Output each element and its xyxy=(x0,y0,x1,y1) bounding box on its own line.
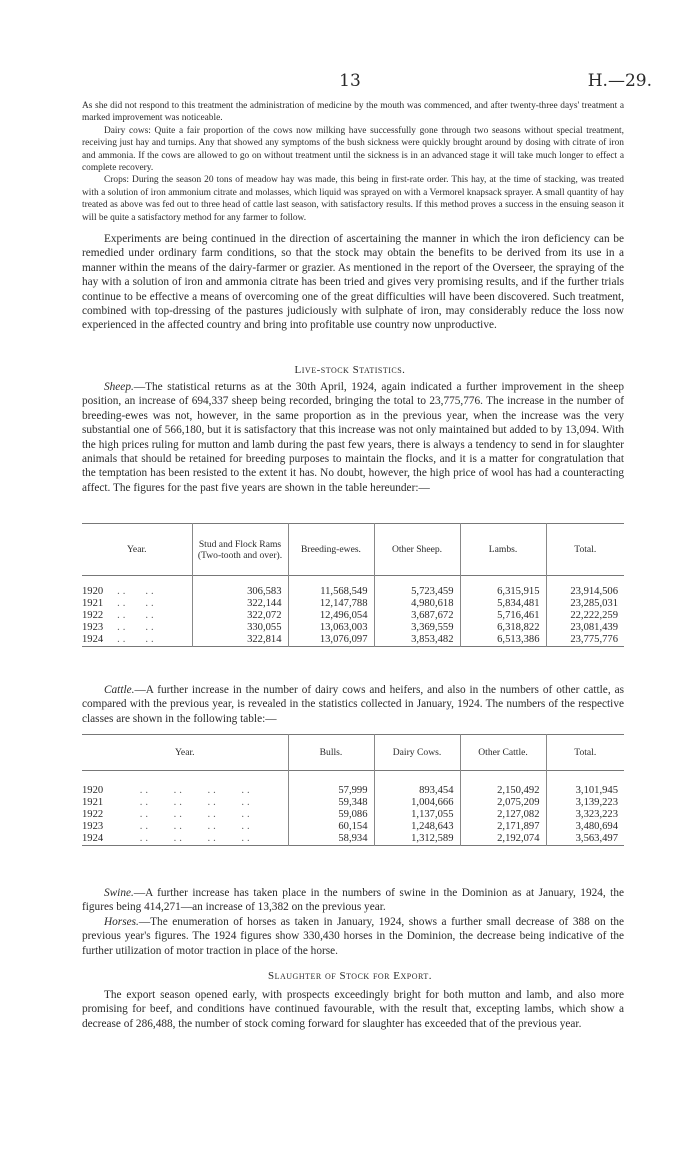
horses-text: —The enumeration of horses as taken in January, 1924, shows a further small decrease of 388 on the previous year's figures. The 1924 figures show 330,430 horses in the Dominion, the decrease being indicative of the further utilization of motor traction in place of the horse. xyxy=(82,915,624,957)
cattle-year: 1922 xyxy=(82,808,104,820)
cattle-total: 3,101,945 xyxy=(546,785,624,797)
swine-label: Swine. xyxy=(104,887,134,899)
cattle-table xyxy=(82,734,624,846)
swine-horses-section xyxy=(82,886,624,958)
sheep-paragraph xyxy=(82,380,624,495)
cattle-other: 2,075,209 xyxy=(460,797,546,809)
sheep-year: 1920 xyxy=(82,585,104,597)
intro-notes xyxy=(82,100,624,224)
cattle-section xyxy=(82,683,624,726)
table-row: 1924 .. .. 322,814 13,076,097 3,853,482 6,513,386 23,775,776 xyxy=(82,634,624,647)
horses-paragraph xyxy=(82,915,624,958)
sheep-lambs: 6,513,386 xyxy=(460,634,546,647)
sheep-rams: 306,583 xyxy=(192,586,288,598)
cattle-year: 1924 xyxy=(82,832,104,844)
cattle-total: 3,139,223 xyxy=(546,797,624,809)
sheep-other: 3,369,559 xyxy=(374,622,460,634)
sheep-table xyxy=(82,523,624,647)
horses-label: Horses. xyxy=(104,915,139,928)
sheep-ewes: 13,063,003 xyxy=(288,622,374,634)
slaughter-heading: Slaughter of Stock for Export. xyxy=(268,970,432,982)
sheep-year: 1923 xyxy=(82,621,104,633)
sheep-other: 5,723,459 xyxy=(374,586,460,598)
cattle-bulls: 59,086 xyxy=(288,809,374,821)
sheep-year: 1924 xyxy=(82,633,104,645)
sheep-ewes: 12,147,788 xyxy=(288,598,374,610)
table-row: 1922 .. .. 322,072 12,496,054 3,687,672 5,716,461 22,222,259 xyxy=(82,610,624,622)
sheep-total: 23,081,439 xyxy=(546,622,624,634)
sheep-total: 22,222,259 xyxy=(546,610,624,622)
intro-note-1: As she did not respond to this treatment the administration of medicine by the mouth was commenced, and after twenty-three days' treatment a marked improvement was noticeable. xyxy=(82,101,624,124)
cattle-dairy: 1,137,055 xyxy=(374,809,460,821)
sheep-year: 1922 xyxy=(82,609,104,621)
table-row: 1923 .. .. 330,055 13,063,003 3,369,559 6,318,822 23,081,439 xyxy=(82,622,624,634)
swine-text: —A further increase has taken place in the numbers of swine in the Dominion as at January, 1924, the figures being 414,271—an increase of 13,382 on the previous year. xyxy=(82,887,624,914)
sheep-header-other: Other Sheep. xyxy=(374,524,460,576)
sheep-lambs: 5,834,481 xyxy=(460,598,546,610)
cattle-bulls: 57,999 xyxy=(288,785,374,797)
cattle-total: 3,480,694 xyxy=(546,821,624,833)
table-row: 1920 .. .. .. .. 57,999 893,454 2,150,492 3,101,945 xyxy=(82,785,624,797)
cattle-dairy: 1,248,643 xyxy=(374,821,460,833)
cattle-year: 1923 xyxy=(82,820,104,832)
cattle-header-year: Year. xyxy=(174,747,195,758)
cattle-table-header-row xyxy=(82,735,624,771)
experiments-section xyxy=(82,232,624,333)
sheep-lambs: 6,315,915 xyxy=(460,586,546,598)
cattle-total: 3,323,223 xyxy=(546,809,624,821)
sheep-total: 23,914,506 xyxy=(546,586,624,598)
document-reference: H.—29. xyxy=(587,71,652,91)
sheep-other: 3,687,672 xyxy=(374,610,460,622)
intro-note-dairy: Dairy cows: Quite a fair proportion of the cows now milking have successfully gone through two seasons without special treatment, receiving just hay and turnips. Any that showed any symptoms of the bush sickness were quickly brought around by dosing with citrate of iron and ammonia. If the cows are allowed to go on without treatment until the sickness is in an advanced stage it will take much longer to effect a complete recovery. xyxy=(82,125,624,174)
sheep-header-lambs: Lambs. xyxy=(460,524,546,576)
cattle-header-dairy: Dairy Cows. xyxy=(374,735,460,771)
table-row: 1920 .. .. 306,583 11,568,549 5,723,459 6,315,915 23,914,506 xyxy=(82,586,624,598)
experiments-paragraph: Experiments are being continued in the direction of ascertaining the manner in which the iron deficiency can be remedied under ordinary farm conditions, so that the stock may obtain the benefits to be derived from its use in a manner within the means of the dairy-farmer or grazier. As mentioned in the report of the Overseer, the spraying of the hay with a solution of iron and ammonia citrate has been tried and gives very promising results, and if the further trials continue to be effective a means of overcoming one of the great difficulties will have been discovered. Such treatment, combined with top-dressing of the pastures judiciously with sulphate of iron, may considerably reduce the loss now experienced in the affected country and bring into profitable use country now unproductive. xyxy=(82,233,624,332)
sheep-total: 23,285,031 xyxy=(546,598,624,610)
sheep-year: 1921 xyxy=(82,597,104,609)
cattle-total: 3,563,497 xyxy=(546,833,624,846)
sheep-text: —The statistical returns as at the 30th April, 1924, again indicated a further improvement in the sheep position, an increase of 694,337 sheep being recorded, bringing the total to 23,775,776. The increase in the number of breeding-ewes was not, however, in the same proportion as in the previous year, when the increase was the very substantial one of 566,180, but it is satisfactory that this increase was not only maintained but added to by 13,094. With the high prices ruling for mutton and lamb during the past few years, there is always a tendency to send in for slaughter animals that should be retained for breeding purposes to maintain the flocks, and it is a matter for congratulation that the temptation has been resisted to the extent it has. No doubt, however, the high price of wool has had a counteracting affect. The figures for the past five years are shown in the table hereunder:— xyxy=(82,381,624,494)
cattle-dairy: 1,312,589 xyxy=(374,833,460,846)
sheep-rams: 322,144 xyxy=(192,598,288,610)
cattle-header-other: Other Cattle. xyxy=(460,735,546,771)
sheep-label: Sheep. xyxy=(104,381,134,393)
cattle-dairy: 893,454 xyxy=(374,785,460,797)
sheep-ewes: 13,076,097 xyxy=(288,634,374,647)
cattle-other: 2,150,492 xyxy=(460,785,546,797)
cattle-label: Cattle. xyxy=(104,684,135,696)
table-row: 1923 .. .. .. .. 60,154 1,248,643 2,171,897 3,480,694 xyxy=(82,821,624,833)
sheep-ewes: 12,496,054 xyxy=(288,610,374,622)
sheep-total: 23,775,776 xyxy=(546,634,624,647)
swine-paragraph xyxy=(82,886,624,915)
table-row: 1922 .. .. .. .. 59,086 1,137,055 2,127,082 3,323,223 xyxy=(82,809,624,821)
sheep-header-ewes: Breeding-ewes. xyxy=(288,524,374,576)
cattle-header-total: Total. xyxy=(546,735,624,771)
sheep-table-header-row xyxy=(82,524,624,576)
sheep-header-rams: Stud and Flock Rams (Two-tooth and over). xyxy=(192,524,288,576)
sheep-rams: 330,055 xyxy=(192,622,288,634)
sheep-header-year: Year. xyxy=(126,544,147,555)
cattle-paragraph xyxy=(82,683,624,726)
sheep-rams: 322,814 xyxy=(192,634,288,647)
sheep-rams: 322,072 xyxy=(192,610,288,622)
cattle-other: 2,127,082 xyxy=(460,809,546,821)
cattle-header-bulls: Bulls. xyxy=(288,735,374,771)
sheep-lambs: 5,716,461 xyxy=(460,610,546,622)
cattle-bulls: 60,154 xyxy=(288,821,374,833)
cattle-other: 2,171,897 xyxy=(460,821,546,833)
livestock-heading: Live-stock Statistics. xyxy=(294,364,406,376)
sheep-other: 4,980,618 xyxy=(374,598,460,610)
cattle-bulls: 59,348 xyxy=(288,797,374,809)
cattle-text: —A further increase in the number of dairy cows and heifers, and also in the numbers of other cattle, as compared with the previous year, is revealed in the statistics collected in January, 1924. The numbers of the respective classes are shown in the following table:— xyxy=(82,684,624,725)
sheep-section xyxy=(82,380,624,495)
cattle-dairy: 1,004,666 xyxy=(374,797,460,809)
intro-note-crops: Crops: During the season 20 tons of meadow hay was made, this being in first-rate order. This hay, at the time of stacking, was treated with a solution of iron ammonium citrate and molasses, which liquid was sprayed on with a Vermorel knapsack sprayer. A small quantity of hay treated as above was fed out to three head of cattle last season, with satisfactory results. If this method proves a success in the ensuing season it will be quite a satisfactory method for any farmer to follow. xyxy=(82,175,624,223)
table-row: 1924 .. .. .. .. 58,934 1,312,589 2,192,074 3,563,497 xyxy=(82,833,624,846)
cattle-year: 1920 xyxy=(82,784,104,796)
slaughter-paragraph: The export season opened early, with prospects exceedingly bright for both mutton and lamb, and also more promising for beef, and conditions have continued favourable, with the result that, excepting lambs, which show a decrease of 286,488, the number of stock coming forward for slaughter has exceeded that of the previous year. xyxy=(82,989,624,1030)
table-row: 1921 .. .. .. .. 59,348 1,004,666 2,075,209 3,139,223 xyxy=(82,797,624,809)
cattle-other: 2,192,074 xyxy=(460,833,546,846)
sheep-lambs: 6,318,822 xyxy=(460,622,546,634)
sheep-ewes: 11,568,549 xyxy=(288,586,374,598)
table-row: 1921 .. .. 322,144 12,147,788 4,980,618 5,834,481 23,285,031 xyxy=(82,598,624,610)
sheep-header-total: Total. xyxy=(546,524,624,576)
page-number: 13 xyxy=(339,71,361,91)
slaughter-section xyxy=(82,988,624,1031)
cattle-bulls: 58,934 xyxy=(288,833,374,846)
sheep-other: 3,853,482 xyxy=(374,634,460,647)
cattle-year: 1921 xyxy=(82,796,104,808)
